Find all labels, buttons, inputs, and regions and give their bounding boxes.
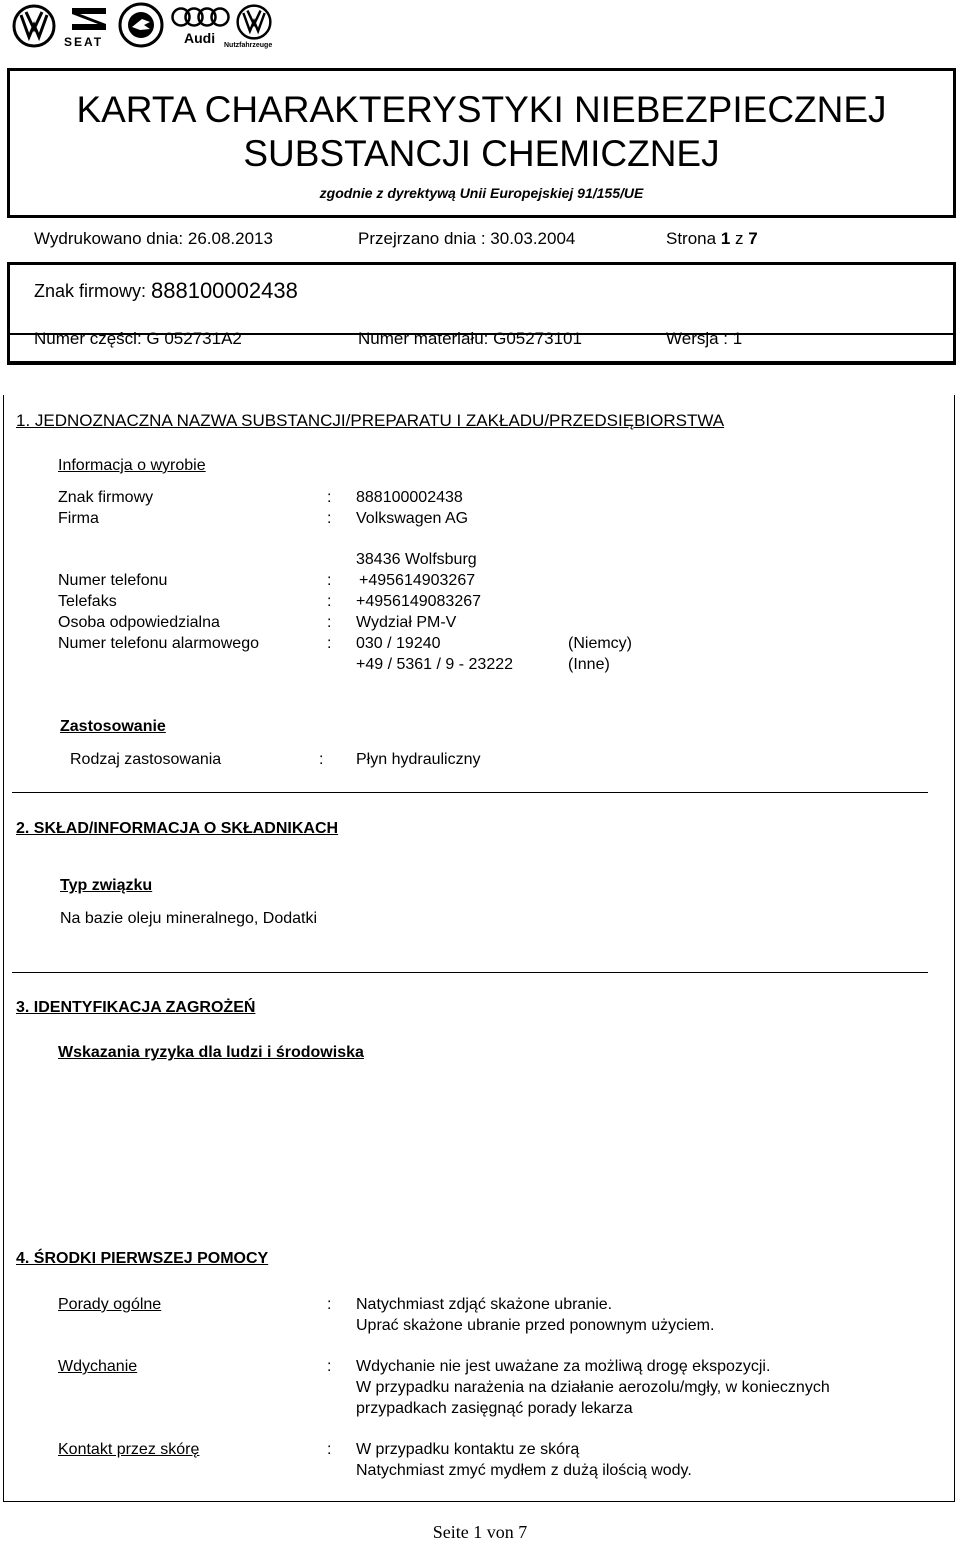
inhalation-colon: : [327,1358,332,1375]
page-footer: Seite 1 von 7 [432,1522,528,1542]
emergency-value-1: 030 / 19240 [356,635,441,652]
inhalation-label: Wdychanie [58,1358,138,1375]
section-divider-2 [12,972,928,973]
general-advice-line1: Natychmiast zdjąć skażone ubranie. [356,1296,613,1313]
brand-label: Znak firmowy: [34,281,147,301]
part-number: Numer części: G 052731A2 [34,329,242,348]
contact-row-value: Wydział PM-V [356,614,457,631]
section-divider-1 [12,792,928,793]
compound-type-text: Na bazie oleju mineralnego, Dodatki [60,910,318,927]
skin-contact-line1: W przypadku kontaktu ze skórą [356,1441,580,1458]
phone-row-value: +495614903267 [359,572,476,589]
general-advice-line2: Uprać skażone ubranie przed ponownym użyciem. [356,1317,715,1334]
seat-caption: SEAT [64,35,104,49]
emergency-note-2: (Inne) [568,656,610,673]
skin-contact-label: Kontakt przez skórę [58,1441,200,1458]
page-total: 7 [748,229,758,248]
printed-date: Wydrukowano dnia: 26.08.2013 [34,229,273,248]
emergency-row-label: Numer telefonu alarmowego [58,635,259,652]
contact-row-colon: : [327,614,332,631]
company-row-colon: : [327,510,332,527]
emergency-value-2: +49 / 5361 / 9 - 23222 [356,656,514,673]
document-subtitle: zgodnie z dyrektywą Unii Europejskiej 91/155/UE [319,185,644,201]
company-row-value: Volkswagen AG [356,510,469,527]
brand-logos [10,2,280,50]
version-label: Wersja : 1 [666,329,743,348]
page-indicator [666,229,758,249]
nutzfahrzeuge-caption: Nutzfahrzeuge [224,42,273,49]
brand-number: 888100002438 [151,278,298,303]
general-advice-label: Porady ogólne [58,1296,162,1313]
volkswagen-logo [12,4,56,48]
document-title-line2: SUBSTANCJI CHEMICZNEJ [243,133,720,174]
risk-indications-heading: Wskazania ryzyka dla ludzi i środowiska [58,1044,364,1061]
section4-heading: 4. ŚRODKI PIERWSZEJ POMOCY [16,1250,269,1267]
fax-row-value: +4956149083267 [356,593,482,610]
product-info-heading: Informacja o wyrobie [58,457,206,474]
contact-row-label: Osoba odpowiedzialna [58,614,220,631]
audi-caption: Audi [184,30,216,46]
compound-type-heading: Typ związku [60,877,153,894]
phone-row-colon: : [327,572,332,589]
usage-colon: : [319,751,324,768]
inhalation-line3: przypadkach zasięgnąć porady lekarza [356,1400,633,1417]
company-row-label: Firma [58,510,99,527]
general-advice-colon: : [327,1296,332,1313]
section2-heading: 2. SKŁAD/INFORMACJA O SKŁADNIKACH [16,820,339,837]
reviewed-date: Przejrzano dnia : 30.03.2004 [358,229,576,248]
seat-logo [66,4,112,34]
material-number: Numer materiału: G05273101 [358,329,582,348]
inhalation-line2: W przypadku narażenia na działanie aerozolu/mgły, w koniecznych [356,1379,830,1396]
emergency-row-colon: : [327,635,332,652]
fax-row-label: Telefaks [58,593,117,610]
skin-contact-colon: : [327,1441,332,1458]
page-mid: z [735,229,744,248]
section3-heading: 3. IDENTYFIKACJA ZAGROŻEŃ [16,999,256,1016]
volkswagen-commercial-logo [236,4,272,40]
inhalation-line1: Wdychanie nie jest uważane za możliwą drogę ekspozycji. [356,1358,771,1375]
document-title-box [7,68,956,218]
page-prefix: Strona [666,229,717,248]
emergency-note-1: (Niemcy) [568,635,632,652]
brand-row-colon: : [327,489,332,506]
audi-rings-logo [170,6,232,28]
page-current: 1 [720,229,731,248]
product-info-box [7,262,956,365]
usage-label: Rodzaj zastosowania [70,751,222,768]
skin-contact-line2: Natychmiast zmyć mydłem z dużą ilością wody. [356,1462,692,1479]
fax-row-colon: : [327,593,332,610]
document-title-line1: KARTA CHARAKTERYSTYKI NIEBEZPIECZNEJ [76,89,887,130]
usage-heading: Zastosowanie [60,718,166,735]
skoda-logo [118,2,164,48]
section1-heading: 1. JEDNOZNACZNA NAZWA SUBSTANCJI/PREPARATU I ZAKŁADU/PRZEDSIĘBIORSTWA [16,411,725,430]
phone-row-label: Numer telefonu [58,572,168,589]
usage-value: Płyn hydrauliczny [356,751,481,768]
company-city: 38436 Wolfsburg [356,551,477,568]
brand-row-label: Znak firmowy [58,489,154,506]
brand-row-value: 888100002438 [356,489,463,506]
content-frame [3,395,955,1502]
